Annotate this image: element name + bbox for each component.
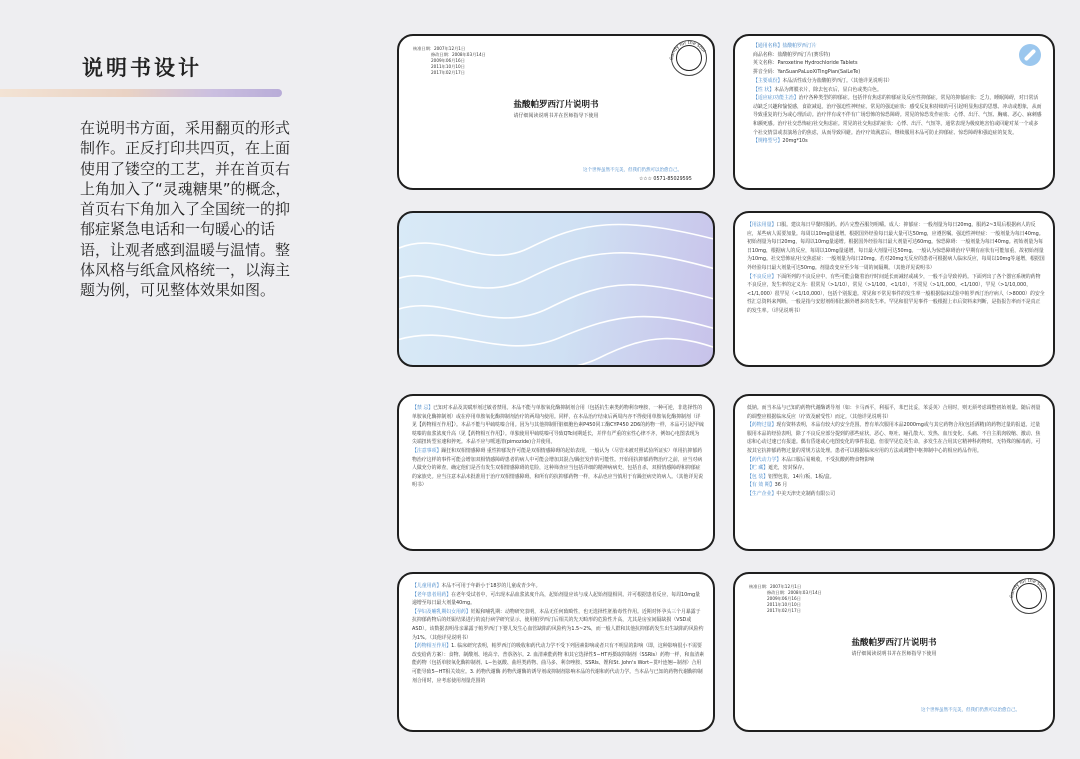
soul-candy-seal-text: [665, 34, 713, 82]
info-line: 【规格型号】20mg*10s: [753, 138, 808, 145]
storage-text: [747, 404, 1045, 499]
usage-notice: 请仔细阅读说明书并在医师指导下使用: [513, 113, 599, 119]
left-panel: [0, 0, 330, 759]
dosage-paragraph: 【用法用量】口服。建议每日早餐时服药。药片完整吞服勿咀嚼。成人：抑郁症：一般剂量为每日20mg。服药2~3周后根据病人的反应，某些病人需要加量。每周以10mg量递增。根据国外经验每日最大量可达50mg，应遵医嘱。强迫性神经症：一般剂量为每日40mg。初始剂量为每日20mg，每周以10mg量递增。根据国外经验每日最大剂量可达60mg。惊恐障碍：一般剂量为每日40mg。初始剂量为每日10mg，根据病人的反应，每周以10mg量递增，每日最大剂量可达50mg。一般认为惊恐障碍治疗早期有症状有可能加重，故初始剂量为10mg。社交恐怖症/社交焦虑症：一般剂量为每日20mg。若对20mg无反应的患者可根据病人临床反应，每周以10mg等递增，根据国外经验每日最大剂量可达50mg。剂量改变应至少每一周的间隔期。（其他详见说明书）: [747, 222, 1045, 271]
storage-paragraph: 【包 装】铝塑包装，14片/板，1板/盒。: [747, 473, 835, 480]
seal-text: Candy for the soul: [669, 40, 706, 61]
caution-paragraph: 【禁 忌】已知对本品及其赋形剂过敏者禁用。本品不能与单胺氧化酶抑制剂合用（包括抗生素类药物利奈唑胺，一种可逆，非选择性的单胺氧化酶抑制剂）或在停用单胺氧化酶抑制剂治疗的两周内使用。同样，在本品治疗结束后两周内亦不得使用单胺氧化酶抑制剂（详见【药物相互作用】）。本品不能与甲硫哒嗪合用。因为与其他抑制肝脏细胞色素P450同工酶CYP450 2D6的药物一样，本品可引起甲硫哒嗪的血浆浓度升高（见【药物相互作用】）。单独使用甲硫哒嗪可导致QTc间期延长，并伴有严重的室性心律不齐，例如心电图表现为尖端扭转型室速和猝死。本品不应与哌迷清(pimozide)合并使用。: [412, 405, 704, 446]
back-cover-card: [733, 572, 1055, 732]
page-description: 在说明书方面，采用翻页的形式制作。正反打印共四页，在上面使用了镂空的工艺，并在首页右上角加入了“灵魂糖果”的概念，首页右下角加入了全国统一的抑郁症紧急电话和一句暖心的话语，让观者感到温暖与温情。整体风格与纸盒风格统一，以海主题为例，可见整体效果如图。: [80, 119, 291, 300]
meta-line: 2011年10月10日: [767, 602, 801, 607]
warm-message: 这个世界虽然不完美，但我们仍然可以治愈自己。: [921, 708, 1020, 713]
info-line: 【适应症/功能主治】治疗各种类型的抑郁症。包括伴有焦虑的抑郁症及反应性抑郁症。常见的抑郁症状：乏力，睡眠障碍，对日常活动缺乏兴趣和愉悦感，食欲减退。治疗强迫性神经症。常见的强迫症状：感受反复和持续的可引起明显焦虑的思想、冲动或想象，从而导致重复的行为或心理活动。治疗伴有或不伴有广场恐怖的惊恐障碍。常见的惊恐发作症状：心悸、出汗、气短、胸痛、恶心、麻刺感和濒死感。治疗社交恐怖症/社交焦虑症。常见的社交焦虑的症状：心悸、出汗、气短等。通常表现为极度地害怕或回避对某一个或多个社交情景或表演场合的焦虑，从而导致回避。治疗疗效满意后，继续服用本品可防止抑郁症、惊恐障碍和强迫症的复发。: [753, 95, 1042, 136]
storage-paragraph: 【贮 藏】遮光，密封保存。: [747, 465, 808, 472]
svg-text:Candy for the soul: [1009, 578, 1047, 598]
storage-paragraph: 【药物过量】现有资料表明，本品有较大的安全范围。曾有单次服用本品2000mg或与其它药物合用(包括酒精)的药物过量的报道。过量服用本品的经验表明，除了不良反应部分提到的那些症状，恶心、呕吐、瞳孔散大、发热、血压变化、头痛、不自主肌肉收缩、激动、焦虑和心动过速已有报道。偶有昏迷或心电图变化的事件报道，但很罕见危及生命，多发生在合用其它精神科药物时。无特殊的解毒药。可按其它抗抑郁药物过量的常规方法处理。患者可以根据临床应用的方法或调整中枢抑制中心的相应药品作用。: [747, 422, 1041, 454]
svg-text:Candy for the soul: [669, 40, 707, 60]
info-line: 商品名称：盐酸帕罗西汀片(赛乐特): [753, 51, 831, 58]
info-line: 【性 状】本品为薄膜衣片，除去包衣后，显白色或类白色。: [753, 86, 882, 93]
info-card: [733, 34, 1055, 190]
info-text-body: [753, 77, 1043, 146]
caution-card: [397, 394, 715, 551]
meta-line: 修改日期：2008年03月14日: [767, 590, 822, 595]
meta-line: 核准日期：2007年12月1日: [749, 584, 802, 589]
product-title: 盐酸帕罗西汀片说明书: [513, 100, 599, 110]
warm-message: 这个世界虽然不完美，但我们仍然可以治愈自己。: [583, 168, 682, 173]
meta-line: 2017年02月17日: [431, 70, 465, 75]
meta-line: 核准日期：2007年12月1日: [413, 46, 466, 51]
dosage-text: [747, 221, 1045, 316]
soul-candy-seal-text: [1005, 572, 1053, 620]
info-line: 【通用名称】盐酸帕罗西汀片: [753, 43, 817, 49]
meta-line: 2009年06月16日: [431, 58, 465, 63]
seal-text: Candy for the soul: [1009, 578, 1046, 599]
page-title: 说明书设计: [82, 56, 202, 80]
info-line: 【主要成份】本品活性成分为盐酸帕罗西汀。（其他详见说明书）: [753, 78, 893, 84]
caution-paragraph: 【注意事项】躁狂和双相情感障碍 重性抑郁发作可能是双相情感障碍的起始表现。一般认为（尽管未被对照试验所证实）单用抗抑郁药物治疗这样的事件可能会增加双相情感障碍患者的病人中可能会增加其混合/躁狂发作的可能性。开始用抗抑郁药物治疗之前，应当对病人做充分的筛查，确定他们是否有发生双相情感障碍的危险，这种筛查应当包括详细的精神病病史，包括自杀，双相情感障碍和抑郁症的家族史。应当注意本品未批准用于治疗双相情感障碍。和所有的抗抑郁药物一样，本品也应当慎用于有躁狂病史的病人。（其他详见说明书）: [412, 447, 703, 489]
info-line: 英文名称：Paroxetine Hydrochloride Tablets: [753, 60, 858, 67]
approval-dates: [413, 46, 486, 76]
caution-text: [412, 404, 704, 490]
cover-card: [397, 34, 715, 190]
meta-line: 2009年06月16日: [767, 596, 801, 601]
meta-line: 2011年10月10日: [431, 64, 465, 69]
storage-paragraph: 【有 效 期】36 月: [747, 482, 788, 489]
storage-card: [733, 394, 1055, 551]
product-title: 盐酸帕罗西汀片说明书: [851, 638, 937, 648]
approval-dates: [749, 584, 822, 614]
usage-paragraph: 【老年患者用药】在老年受试者中，可出现本品血浆浓度升高，起始剂量应该与成人起始剂量相同。并可根据患者反应，每周10mg量递增至每日最大剂量40mg。: [412, 591, 700, 607]
meta-line: 2017年02月17日: [767, 608, 801, 613]
storage-paragraph: 【生产企业】中美天津史克制药有限公司: [747, 490, 836, 497]
dosage-card: [733, 211, 1055, 367]
storage-paragraph: 低钠。而当本品与已知的药物代谢酶诱导剂（如：卡马西平，利福平，苯巴比妥，苯妥英）合用时，则无须考虑调整初始剂量。随后剂量的调整应根据临床反应（疗效及耐受性）而定。（其他详见说明书）: [747, 405, 1041, 420]
usage-card: [397, 572, 715, 732]
gradient-bar: [0, 89, 282, 97]
storage-paragraph: 【药代动力学】本品口服后易吸收，不受抗酸药物食物影响: [747, 456, 875, 463]
usage-notice: 请仔细阅读说明书并在医师指导下使用: [851, 651, 937, 657]
usage-paragraph: 【儿童用药】本品不可用于年龄小于18岁的儿童或青少年。: [412, 583, 541, 589]
info-line: 拼音全码：YanSuanPaLuoXiTingPian(SaiLeTe): [753, 68, 861, 75]
usage-paragraph: 【药物相互作用】1. 临床研究表明，帕罗西汀的吸收和药代动力学不受下列因素影响或者只有不明显的影响（即，这种影响很小不需要改变给药方案）：食物、制酸剂、地高辛、普萘洛尔。2. 血清素能药物 和其它选择性5−HT再摄取抑制剂（SSRIs）药物一样，和血清素能药物（包括单胺氧化酶抑制剂、L−色氨酸、曲坦类药物、曲马多、利奈唑胺、SSRIs、锂和St. John's Wort−贯叶连翘−制剂）合用可能导致5−HT相关效应。3. 药物代谢酶 药物代谢酶的诱导剂或抑制剂影响本品的代谢和药代动力学。当本品与已知的药物代谢酶抑制剂合用时，应考虑使用剂量范围的: [412, 643, 705, 684]
dosage-paragraph: 【不良反应】下面所列的不良反应中，有些可能会随着治疗时间延长而减轻或减少，一般不会导致停药。下面列出了各个器官系统的药物不良反应，发生率的定义为：很常见（>1/10），常见（>1/100，<1/10），不常见（>1/1,000，<1/100），罕见（>1/10,000，<1/1,000）很罕见（<1/10,000），包括个别报道。常见和不常见事件的发生率一般根据临床试验中帕罗西汀治疗病人（>8000）的安全性汇总资料来判断，一般是指与安慰剂组相比额外增多的发生率。罕见和很罕见事件一般根据上市后资料来判断，是指报告率而不是真正的发生率。（详见说明书）: [747, 273, 1045, 314]
usage-text: [412, 582, 704, 685]
wave-pattern: [399, 213, 715, 367]
meta-line: 修改日期：2008年03月14日: [431, 52, 486, 57]
usage-paragraph: 【孕妇及哺乳期妇女用药】妊娠和哺乳期：动物研究表明，本品无任何致畸性，也无选择性胚胎毒性作用。近期对怀孕头三个月暴露于抗抑郁药物后的妊娠结果进行的流行病学研究显示，使用帕罗西汀后相关的先天畸形的危险性升高，尤其是房室间隔缺损（VSD或ASD）。该数据表明母亲暴露于帕罗西汀下婴儿发生心血管缺陷的风险约为1.5~2%，而一般人群和其他抗抑郁药发生出生缺陷的风险约为1%。（其他详见说明书）: [412, 608, 704, 641]
corner-glow: [0, 639, 140, 759]
ocean-wave-card: [397, 211, 715, 367]
info-text: [753, 42, 1023, 76]
hotline: ☆☆☆ 0571-85029595: [639, 177, 692, 182]
